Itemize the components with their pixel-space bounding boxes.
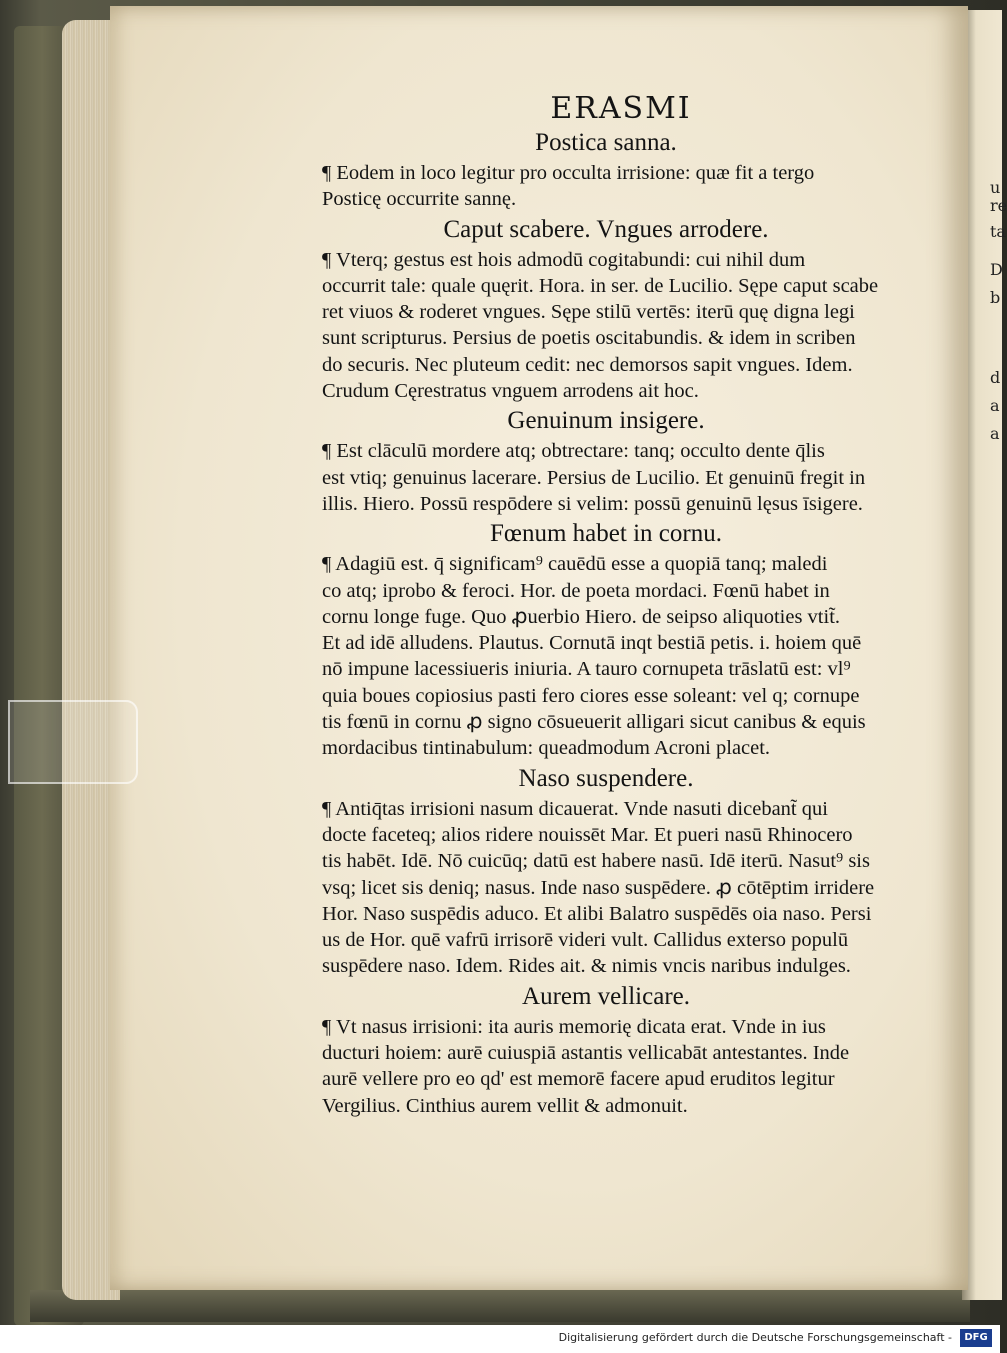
facing-page-fragment: ta [990,222,1006,241]
section-heading: Genuinum insigere. [507,407,705,435]
text-line: Vergilius. Cinthius aurem vellit & admonuit. [322,1094,688,1117]
text-line: ¶ Vterq; gestus est hois admodū cogitabundi: cui nihil dum [322,248,806,271]
text-line: ¶ Antiq̄tas irrisioni nasum dicauerat. Vnde nasuti dicebant̃ qui [322,797,828,820]
text-line: sunt scripturus. Persius de poetis oscitabundis. & idem in scriben [322,327,856,350]
facing-page-fragment: u [990,178,1001,197]
text-line: Hor. Naso suspēdis aduco. Et alibi Balatro suspēdēs oia naso. Persi [322,902,872,925]
text-line: suspēdere naso. Idem. Rides ait. & nimis vncis naribus indulges. [322,955,851,978]
text-line: Et ad idē alludens. Plautus. Cornutā inqt bestiā petis. i. hoiem quē [322,632,862,655]
facing-page-fragment: a [990,424,1000,443]
book-cover-bottom [30,1290,970,1322]
text-line: Posticę occurrite sannę. [322,188,517,211]
section-heading: Fœnum habet in cornu. [490,520,722,548]
section-body [322,438,890,517]
facing-page-fragment: d [990,368,1001,387]
text-line: ¶ Vt nasus irrisioni: ita auris memorię dicata erat. Vnde in ius [322,1015,826,1038]
text-line: vsq; licet sis deniq; nasus. Inde naso suspēdere. ꝓ cōtēptim irridere [322,876,875,899]
section-heading: Aurem vellicare. [522,982,690,1010]
page-holder-strip [8,700,138,784]
text-line: illis. Hiero. Possū respōdere si velim: possū genuinū lęsus īsigere. [322,492,863,515]
text-line: ¶ Eodem in loco legitur pro occulta irrisione: quæ fit a tergo [322,162,815,184]
section-heading: Postica sanna. [535,129,677,156]
text-line: nō impune lacessiueris iniuria. A tauro cornupeta trāslatū est: vl⁹ [322,658,851,681]
text-line: ¶ Est clāculū mordere atq; obtrectare: tanq; occulto dente q̄lis [322,440,825,463]
running-head: ERASMI [550,91,692,126]
facing-page-fragment: a [990,396,1000,415]
section-body [322,796,890,980]
section-body [322,247,890,405]
text-line: docte faceteq; alios ridere nouissēt Mar. Et pueri nasū Rhinocero [322,823,853,846]
text-line: cornu longe fuge. Quo ꝓuerbio Hiero. de seipso aliquoties vtit̃. [322,605,841,628]
text-line: est vtiq; genuinus lacerare. Persius de Lucilio. Et genuinū fregit in [322,466,866,489]
dfg-logo: DFG [960,1329,992,1347]
text-line: mordacibus tintinabulum: queadmodum Acroni placet. [322,737,771,760]
text-line: do securis. Nec pluteum cedit: nec demorsos sapit vngues. Idem. [322,353,853,376]
section-heading: Naso suspendere. [518,764,694,792]
text-line: tis habēt. Idē. Nō cuicūq; datū est habere nasū. Idē iterū. Nasut⁹ sis [322,850,870,873]
section-heading: Caput scabere. Vngues arrodere. [443,215,769,243]
section-body [322,160,890,213]
page-text [322,92,890,1119]
text-line: ¶ Adagiū est. q̄ significam⁹ cauēdū esse a quopiā tanq; maledi [322,553,828,576]
text-line: Crudum Cęrestratus vnguem arrodens ait hoc. [322,380,699,403]
text-line: aurē vellere pro eo qd' est memorē facere apud eruditos legitur [322,1068,835,1091]
text-line: ducturi hoiem: aurē cuiuspiā astantis vellicabāt antestantes. Inde [322,1042,850,1065]
facing-page-fragment: re [990,196,1007,215]
text-line: ret viuos & roderet vngues. Sępe stilū vertēs: iterū quę digna legi [322,301,855,324]
section-body [322,1014,890,1119]
facing-page-fragment: D [990,260,1003,279]
text-line: tis fœnū in cornu ꝓ signo cōsueuerit alligari sicut canibus & equis [322,711,866,734]
facing-page-fragment: b [990,288,1001,307]
text-line: us de Hor. quē vafrū irrisorē videri vult. Callidus exterso populū [322,929,849,952]
section-body [322,551,890,761]
text-line: quia boues copiosius pasti fero ciores esse soleant: vel q; cornupe [322,684,860,707]
credit-footer [0,1325,1000,1353]
dfg-credit-text: Digitalisierung gefördert durch die Deutsche Forschungsgemeinschaft - [558,1331,952,1344]
text-line: co atq; iprobo & feroci. Hor. de poeta mordaci. Fœnū habet in [322,579,830,602]
text-line: occurrit tale: quale quęrit. Hora. in ser. de Lucilio. Sępe caput scabe [322,274,879,297]
